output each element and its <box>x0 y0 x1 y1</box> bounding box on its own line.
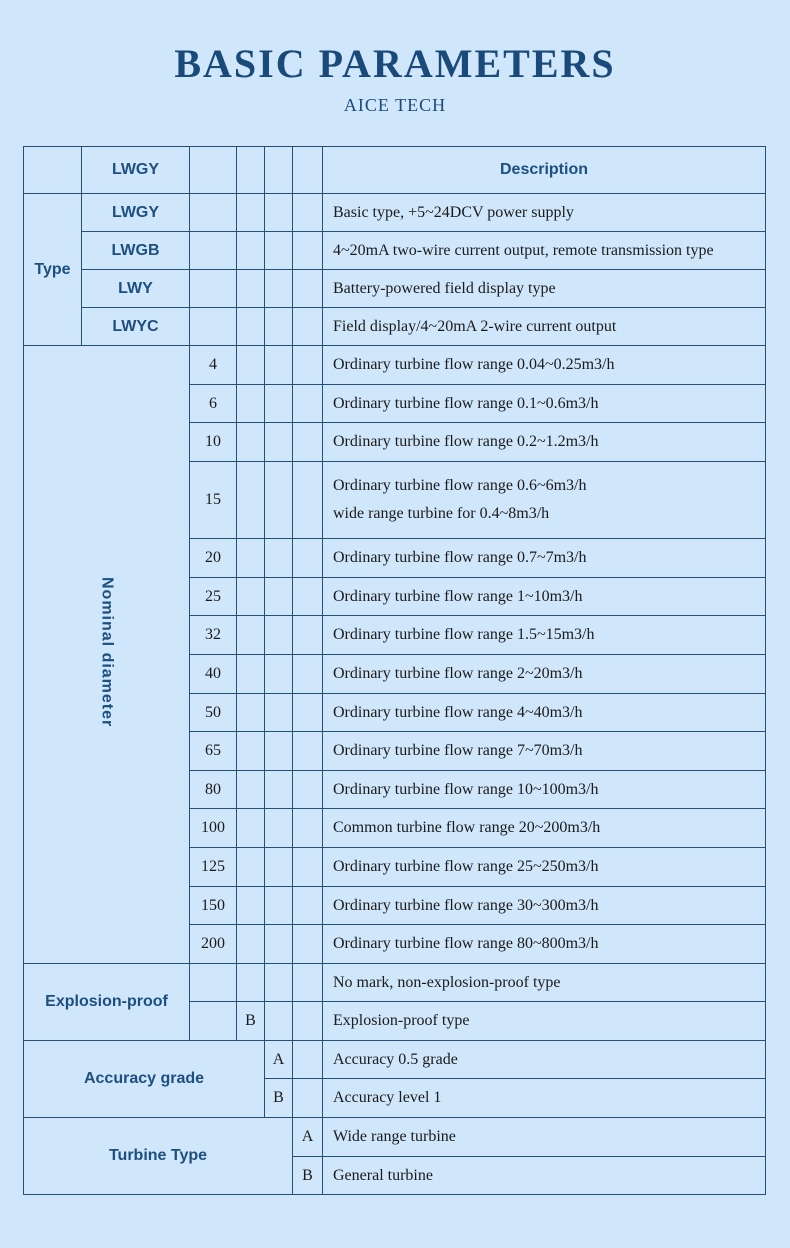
table-row <box>24 308 766 346</box>
diameter-desc: Ordinary turbine flow range 80~800m3/h <box>323 925 766 964</box>
diameter-desc: Ordinary turbine flow range 1~10m3/h <box>323 578 766 616</box>
diameter-desc: Common turbine flow range 20~200m3/h <box>323 809 766 848</box>
type-code: LWGY <box>82 194 190 232</box>
explosion-mark: B <box>237 1002 265 1041</box>
turbine-desc: Wide range turbine <box>323 1118 766 1157</box>
parameters-table <box>23 146 766 1195</box>
diameter-size: 25 <box>190 578 237 616</box>
diameter-desc: Ordinary turbine flow range 25~250m3/h <box>323 848 766 887</box>
diameter-size: 40 <box>190 655 237 694</box>
diameter-desc: Ordinary turbine flow range 0.2~1.2m3/h <box>323 423 766 462</box>
table-row <box>24 270 766 308</box>
type-desc: Field display/4~20mA 2-wire current output <box>323 308 766 346</box>
diameter-desc: Ordinary turbine flow range 7~70m3/h <box>323 732 766 771</box>
type-desc: 4~20mA two-wire current output, remote transmission type <box>323 232 766 270</box>
diameter-size: 65 <box>190 732 237 771</box>
diameter-desc: Ordinary turbine flow range 0.04~0.25m3/h <box>323 346 766 385</box>
page-subtitle: AICE TECH <box>343 95 447 115</box>
diameter-desc: Ordinary turbine flow range 0.1~0.6m3/h <box>323 385 766 423</box>
type-desc: Basic type, +5~24DCV power supply <box>323 194 766 232</box>
table-row <box>24 1118 766 1157</box>
turbine-mark: A <box>293 1118 323 1157</box>
diameter-desc: Ordinary turbine flow range 1.5~15m3/h <box>323 616 766 655</box>
diameter-size: 10 <box>190 423 237 462</box>
diameter-desc: Ordinary turbine flow range 2~20m3/h <box>323 655 766 694</box>
diameter-desc-line1: Ordinary turbine flow range 0.6~6m3/h <box>333 477 587 494</box>
diameter-size: 15 <box>190 462 237 539</box>
diameter-size: 125 <box>190 848 237 887</box>
diameter-desc: Ordinary turbine flow range 10~100m3/h <box>323 771 766 809</box>
diameter-size: 200 <box>190 925 237 964</box>
diameter-size: 150 <box>190 887 237 925</box>
header-blank-cell <box>24 147 82 194</box>
type-code: LWYC <box>82 308 190 346</box>
group-label-accuracy-grade: Accuracy grade <box>24 1041 265 1118</box>
diameter-size: 4 <box>190 346 237 385</box>
type-code: LWGB <box>82 232 190 270</box>
group-label-explosion-proof: Explosion-proof <box>24 964 190 1041</box>
explosion-desc: Explosion-proof type <box>323 1002 766 1041</box>
header-description: Description <box>323 147 766 194</box>
diameter-desc-line2: wide range turbine for 0.4~8m3/h <box>333 505 550 522</box>
group-label-turbine-type: Turbine Type <box>24 1118 293 1195</box>
table-row <box>24 194 766 232</box>
page-title: BASIC PARAMETERS <box>174 41 616 86</box>
accuracy-mark: A <box>265 1041 293 1079</box>
diameter-size: 100 <box>190 809 237 848</box>
diameter-size: 50 <box>190 694 237 732</box>
type-desc: Battery-powered field display type <box>323 270 766 308</box>
table-row <box>24 232 766 270</box>
explosion-mark <box>237 964 265 1002</box>
group-label-nominal-diameter <box>24 346 190 964</box>
accuracy-desc: Accuracy 0.5 grade <box>323 1041 766 1079</box>
accuracy-mark: B <box>265 1079 293 1118</box>
diameter-size: 32 <box>190 616 237 655</box>
nominal-diameter-label: Nominal diameter <box>98 576 116 728</box>
diameter-size: 20 <box>190 539 237 578</box>
explosion-desc: No mark, non-explosion-proof type <box>323 964 766 1002</box>
header <box>0 0 790 140</box>
turbine-desc: General turbine <box>323 1157 766 1195</box>
diameter-size: 6 <box>190 385 237 423</box>
diameter-desc <box>323 462 766 539</box>
diameter-desc: Ordinary turbine flow range 30~300m3/h <box>323 887 766 925</box>
diameter-size: 80 <box>190 771 237 809</box>
table-row <box>24 346 766 385</box>
table-row <box>24 964 766 1002</box>
table-row <box>24 1041 766 1079</box>
diameter-desc: Ordinary turbine flow range 4~40m3/h <box>323 694 766 732</box>
group-label-type: Type <box>24 194 82 346</box>
turbine-mark: B <box>293 1157 323 1195</box>
accuracy-desc: Accuracy level 1 <box>323 1079 766 1118</box>
diameter-desc: Ordinary turbine flow range 0.7~7m3/h <box>323 539 766 578</box>
table-header-row <box>24 147 766 194</box>
type-code: LWY <box>82 270 190 308</box>
header-code: LWGY <box>82 147 190 194</box>
